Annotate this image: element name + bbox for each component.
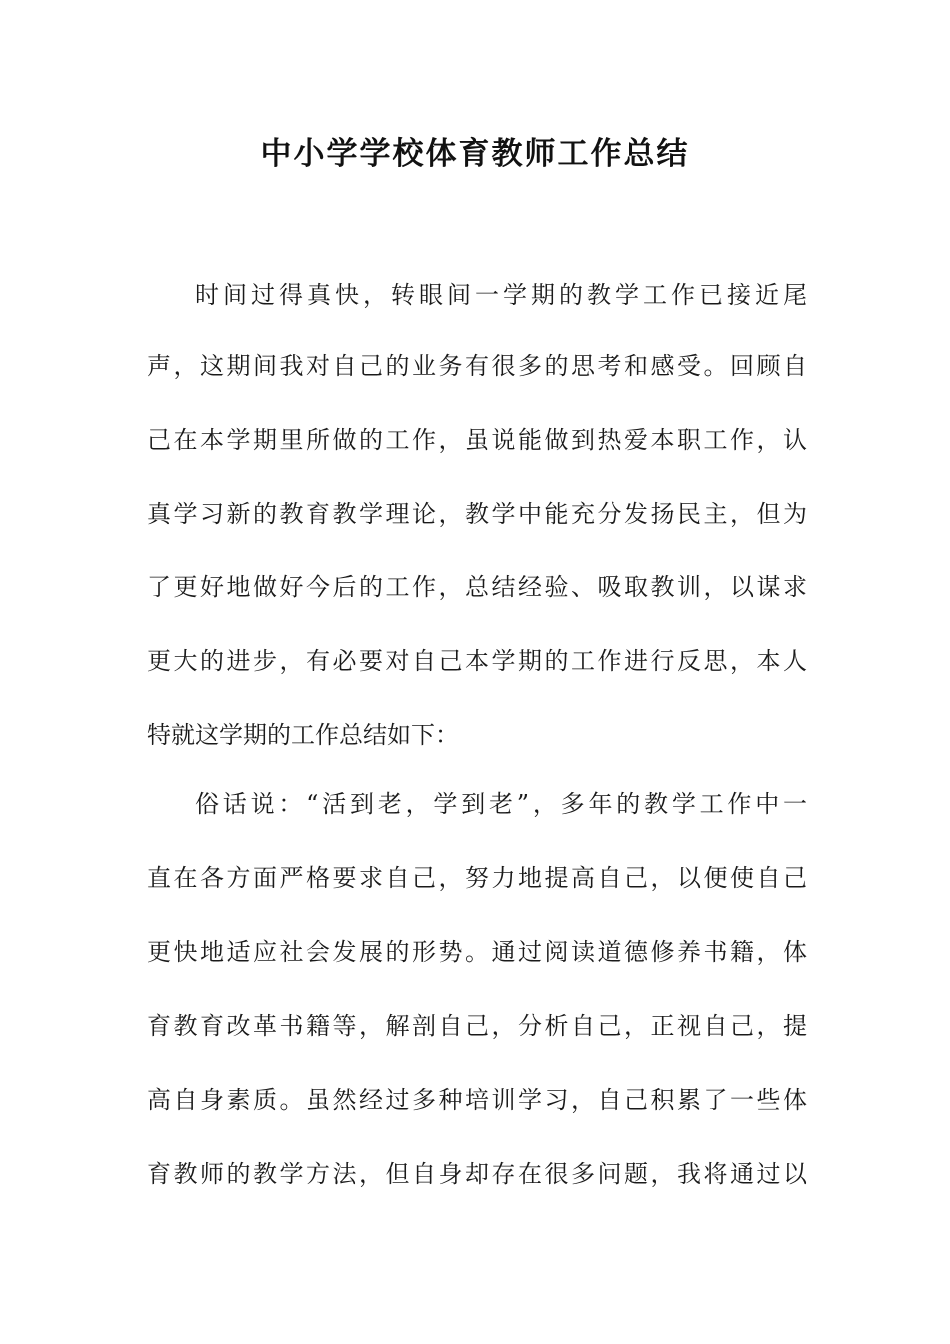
paragraph-1-line-4: 真学习新的教育教学理论，教学中能充分发扬民主，但为 [147,500,807,528]
paragraph-1-line-6: 更大的进步，有必要对自己本学期的工作进行反思，本人 [147,647,807,675]
paragraph-1-line-1: 时间过得真快，转眼间一学期的教学工作已接近尾 [195,281,807,309]
paragraph-2-line-4: 育教育改革书籍等，解剖自己，分析自己，正视自己，提 [147,1012,807,1040]
paragraph-2-line-1: 俗话说：“活到老，学到老”，多年的教学工作中一 [195,790,807,818]
paragraph-2-line-2: 直在各方面严格要求自己，努力地提高自己，以便使自己 [147,864,807,892]
paragraph-1-line-2: 声，这期间我对自己的业务有很多的思考和感受。回顾自 [147,352,807,380]
paragraph-1-line-5: 了更好地做好今后的工作，总结经验、吸取教训，以谋求 [147,573,807,601]
paragraph-2-line-5: 高自身素质。虽然经过多种培训学习，自己积累了一些体 [147,1086,807,1114]
paragraph-1-line-3: 己在本学期里所做的工作，虽说能做到热爱本职工作，认 [147,426,807,454]
paragraph-1-line-7: 特就这学期的工作总结如下： [147,721,459,749]
paragraph-2-line-3: 更快地适应社会发展的形势。通过阅读道德修养书籍，体 [147,938,807,966]
paragraph-2-line-6: 育教师的教学方法，但自身却存在很多问题，我将通过以 [147,1160,807,1188]
document-title: 中小学学校体育教师工作总结 [260,136,690,172]
